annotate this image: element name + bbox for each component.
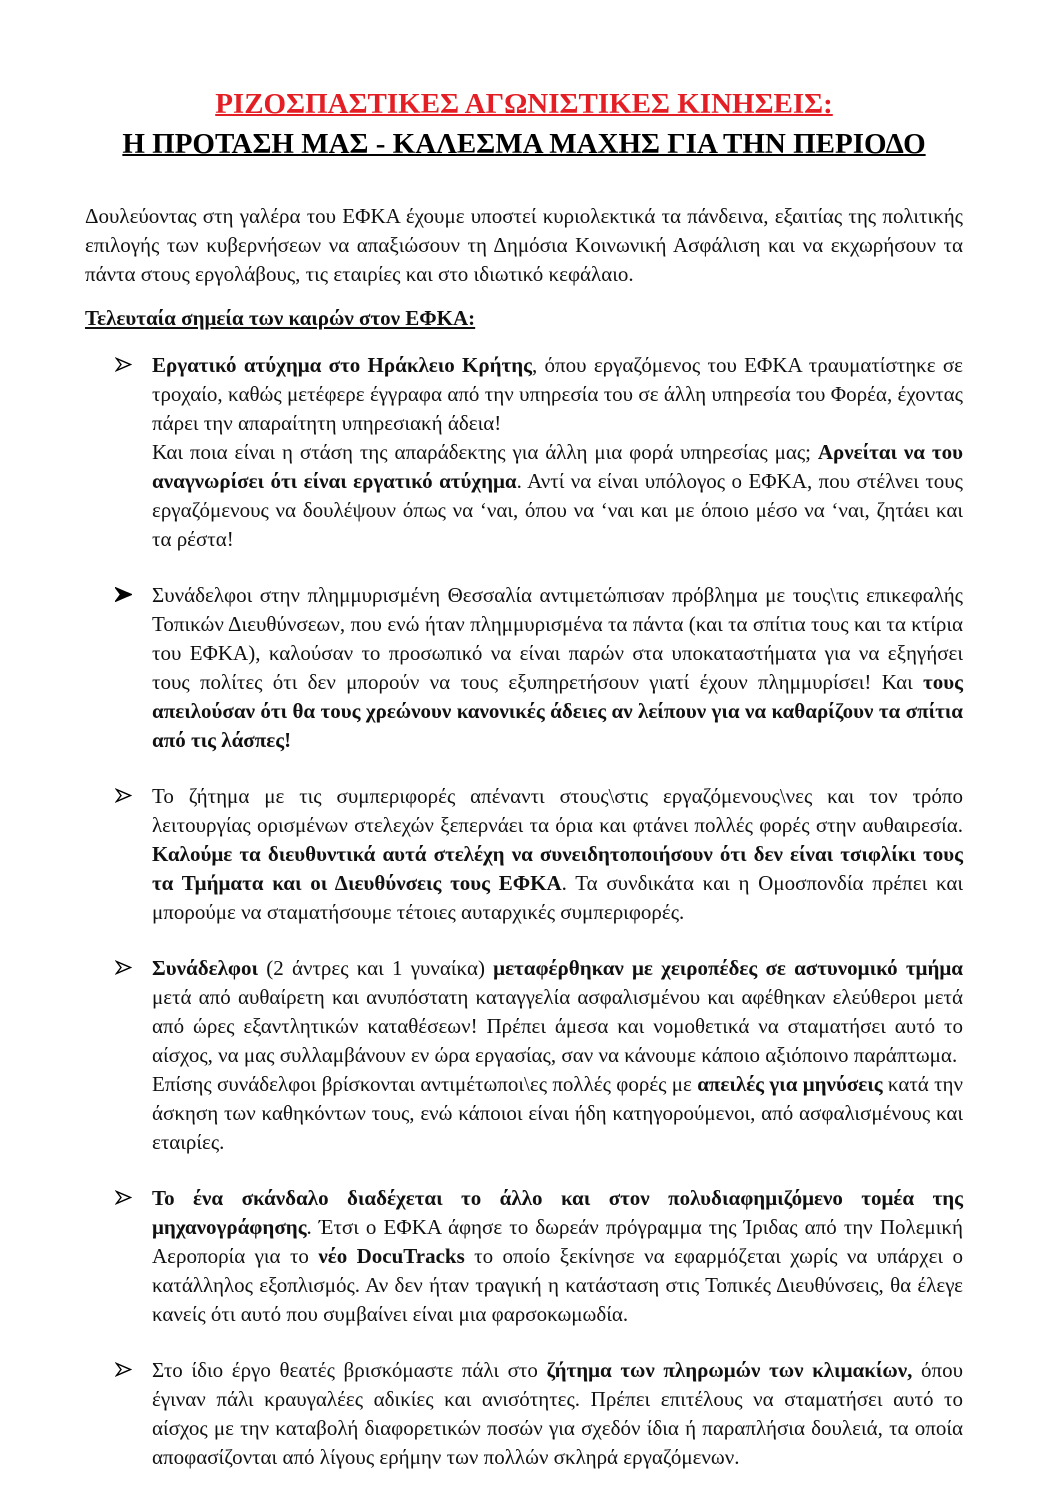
arrow-bullet-icon	[115, 1184, 152, 1329]
arrow-bullet-icon	[115, 581, 152, 755]
list-item	[115, 782, 963, 927]
bullet-text: Στο ίδιο έργο θεατές βρισκόμαστε πάλι στο ζήτημα των πληρωμών των κλιμακίων, όπου έγιναν πάλι κραυγαλέες αδικίες και ανισότητες. Πρέπει επιτέλους να σταματήσει αυτό το αίσχος με την καταβολή διαφορετικών ποσών για σχεδόν ίδια ή παραπλήσια δουλειά, τα οποία αποφασίζονται από λίγους ερήμην των πολλών σκληρά εργαζόμενων.	[152, 1358, 963, 1469]
bullet-text: Το ένα σκάνδαλο διαδέχεται το άλλο και στον πολυδιαφημιζόμενο τομέα της μηχανογράφησης. Έτσι ο ΕΦΚΑ άφησε το δωρεάν πρόγραμμα της Ίριδας από την Πολεμική Αεροπορία για το νέο DocuTracks το οποίο ξεκίνησε να εφαρμόζεται χωρίς να υπάρχει ο κατάλληλος εξοπλισμός. Αν δεν ήταν τραγική η κατάσταση στις Τοπικές Διευθύνσεις, θα έλεγε κανείς ότι αυτό που συμβαίνει είναι μια φαρσοκωμωδία.	[152, 1186, 963, 1326]
bullet-text: Το ζήτημα με τις συμπεριφορές απέναντι στους\στις εργαζόμενους\νες και τον τρόπο λειτουργίας ορισμένων στελεχών ξεπερνάει τα όρια και φτάνει πολλές φορές στην αυθαιρεσία. Καλούμε τα διευθυντικά αυτά στελέχη να συνειδητοποιήσουν ότι δεν είναι τσιφλίκι τους τα Τμήματα και οι Διευθύνσεις τους ΕΦΚΑ. Τα συνδικάτα και η Ομοσπονδία πρέπει και μπορούμε να σταματήσουμε τέτοιες αυταρχικές συμπεριφορές.	[152, 784, 963, 924]
document-title	[85, 84, 963, 164]
title-line-2: Η ΠΡΟΤΑΣΗ ΜΑΣ - ΚΑΛΕΣΜΑ ΜΑΧΗΣ ΓΙΑ ΤΗΝ ΠΕΡΙΟΔΟ	[122, 128, 926, 160]
title-line-1: ΡΙΖΟΣΠΑΣΤΙΚΕΣ ΑΓΩΝΙΣΤΙΚΕΣ ΚΙΝΗΣΕΙΣ:	[215, 88, 833, 120]
arrow-bullet-icon	[115, 351, 152, 554]
bullet-list	[85, 351, 963, 1472]
section-heading: Τελευταία σημεία των καιρών στον ΕΦΚΑ:	[85, 306, 476, 330]
list-item	[115, 954, 963, 1157]
intro-paragraph: Δουλεύοντας στη γαλέρα του ΕΦΚΑ έχουμε υποστεί κυριολεκτικά τα πάνδεινα, εξαιτίας της πολιτικής επιλογής των κυβερνήσεων να απαξιώσουν τη Δημόσια Κοινωνική Ασφάλιση και να εκχωρήσουν τα πάντα στους εργολάβους, τις εταιρίες και στο ιδιωτικό κεφάλαιο.	[85, 204, 963, 286]
list-item	[115, 581, 963, 755]
list-item	[115, 351, 963, 554]
arrow-bullet-icon	[115, 1356, 152, 1472]
bullet-text: Εργατικό ατύχημα στο Ηράκλειο Κρήτης, όπου εργαζόμενος του ΕΦΚΑ τραυματίστηκε σε τροχαίο, καθώς μετέφερε έγγραφα από την υπηρεσία του σε άλλη υπηρεσία του Φορέα, έχοντας πάρει την απαραίτητη υπηρεσιακή άδεια! Και ποια είναι η στάση της απαράδεκτης για άλλη μια φορά υπηρεσίας μας; Αρνείται να του αναγνωρίσει ότι είναι εργατικό ατύχημα. Αντί να είναι υπόλογος ο ΕΦΚΑ, που στέλνει τους εργαζόμενους να δουλέψουν όπως να ‘ναι, όπου να ‘ναι και με όποιο μέσο να ‘ναι, ζητάει και τα ρέστα!	[152, 353, 963, 551]
list-item	[115, 1184, 963, 1329]
bullet-text: Συνάδελφοι (2 άντρες και 1 γυναίκα) μεταφέρθηκαν με χειροπέδες σε αστυνομικό τμήμα μετά από αυθαίρετη και ανυπόστατη καταγγελία ασφαλισμένου και αφέθηκαν ελεύθεροι μετά από ώρες εξαντλητικών καταθέσεων! Πρέπει άμεσα και νομοθετικά να σταματήσει αυτό το αίσχος, να μας συλλαμβάνουν εν ώρα εργασίας, σαν να κάνουμε κάποιο αξιόποινο παράπτωμα. Επίσης συνάδελφοι βρίσκονται αντιμέτωποι\ες πολλές φορές με απειλές για μηνύσεις κατά την άσκηση των καθηκόντων τους, ενώ κάποιοι είναι ήδη κατηγορούμενοι, από ασφαλισμένους και εταιρίες.	[152, 956, 964, 1154]
arrow-bullet-icon	[115, 782, 152, 927]
bullet-text: Συνάδελφοι στην πλημμυρισμένη Θεσσαλία αντιμετώπισαν πρόβλημα με τους\τις επικεφαλής Τοπικών Διευθύνσεων, που ενώ ήταν πλημμυρισμένα τα πάντα (και τα σπίτια τους και τα κτίρια του ΕΦΚΑ), καλούσαν το προσωπικό να είναι παρών στα υποκαταστήματα για να εξηγήσει τους πολίτες ότι δεν μπορούν να τους εξυπηρετήσουν γιατί έχουν πλημμυρίσει! Και τους απειλούσαν ότι θα τους χρεώνουν κανονικές άδειες αν λείπουν για να καθαρίζουν τα σπίτια από τις λάσπες!	[152, 583, 963, 752]
arrow-bullet-icon	[115, 954, 152, 1157]
list-item	[115, 1356, 963, 1472]
